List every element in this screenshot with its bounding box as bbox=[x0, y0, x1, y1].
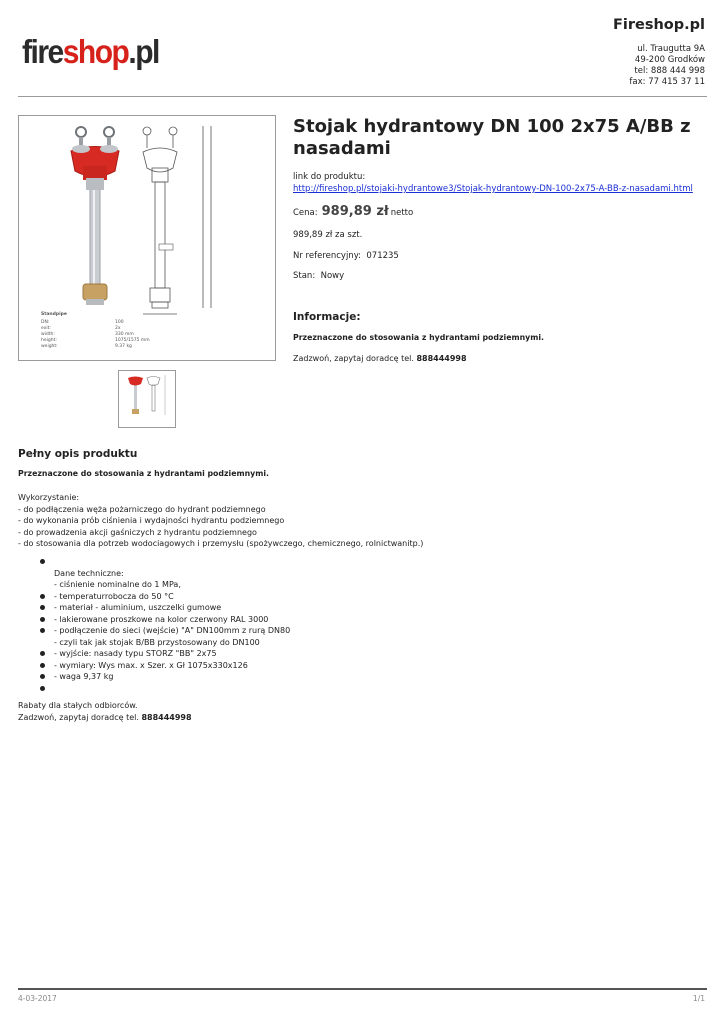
tech-title-item bbox=[40, 568, 290, 580]
reference-label: Nr referencyjny: bbox=[293, 251, 361, 261]
svg-text:weight:: weight: bbox=[41, 344, 58, 349]
bullet-item: - wyjście: nasady typu STORZ "BB" 2x75 bbox=[40, 648, 290, 660]
address-city: 49-200 Grodków bbox=[634, 55, 705, 65]
product-thumbnail[interactable] bbox=[118, 370, 176, 428]
address-street: ul. Traugutta 9A bbox=[637, 44, 705, 54]
bullet-item: - temperaturrobocza do 50 °C bbox=[40, 591, 290, 603]
unit-price: 989,89 zł za szt. bbox=[293, 230, 363, 240]
bullet-item: - materiał - aluminium, uszczelki gumowe bbox=[40, 602, 290, 614]
bullet-item: - waga 9,37 kg bbox=[40, 671, 290, 683]
footer-date: 4-03-2017 bbox=[18, 994, 57, 1003]
bullet-dot bbox=[40, 651, 45, 656]
product-state bbox=[293, 271, 344, 281]
logo-text-fire: fire bbox=[22, 34, 63, 71]
description-call bbox=[18, 712, 192, 724]
state-value: Nowy bbox=[320, 271, 345, 281]
info-call bbox=[293, 354, 467, 363]
price-label: Cena: bbox=[293, 208, 318, 218]
usage-item: - do prowadzenia akcji gaśniczych z hydrantu podziemnego bbox=[18, 527, 257, 537]
svg-text:2x: 2x bbox=[115, 326, 121, 331]
usage-list bbox=[18, 492, 423, 550]
usage-item: - do wykonania prób ciśnienia i wydajności hydrantu podziemnego bbox=[18, 516, 285, 525]
discount-note bbox=[18, 700, 192, 723]
address-phone: tel: 888 444 998 bbox=[634, 66, 705, 76]
price-value: 989,89 zł bbox=[321, 204, 389, 219]
svg-text:DN:: DN: bbox=[41, 320, 50, 325]
hydrant-standpipe-illustration bbox=[19, 116, 275, 360]
bullet-dot bbox=[40, 605, 45, 610]
usage-title: Wykorzystanie: bbox=[18, 493, 80, 502]
usage-item: - do podłączenia węża pożarniczego do hydrant podziemnego bbox=[18, 504, 266, 514]
price-row bbox=[293, 204, 413, 219]
footer-divider bbox=[18, 988, 707, 990]
svg-text:height:: height: bbox=[41, 338, 57, 343]
address-fax: fax: 77 415 37 11 bbox=[629, 77, 705, 87]
bullet-dot bbox=[40, 663, 45, 668]
hydrant-standpipe-icon bbox=[119, 371, 175, 427]
shop-name: Fireshop.pl bbox=[612, 17, 705, 33]
spec-caption-title: Standpipe bbox=[41, 312, 67, 317]
footer-page-number: 1/1 bbox=[692, 994, 705, 1003]
product-title: Stojak hydrantowy DN 100 2x75 A/BB z nasadami bbox=[293, 116, 691, 159]
tech-first: - ciśnienie nominalne do 1 MPa, bbox=[54, 580, 181, 589]
svg-text:330 mm: 330 mm bbox=[115, 332, 134, 337]
info-text: Przeznaczone do stosowania z hydrantami podziemnymi. bbox=[293, 333, 545, 342]
price-suffix: netto bbox=[390, 208, 414, 218]
svg-text:width:: width: bbox=[41, 332, 55, 337]
bullet-item: - wymiary: Wys max. x Szer. x Gł 1075x330x126 bbox=[40, 660, 290, 672]
bullet-dot bbox=[40, 594, 45, 599]
svg-text:exit:: exit: bbox=[41, 326, 51, 331]
description-call-text: Zadzwoń, zapytaj doradcę tel. bbox=[18, 712, 139, 722]
reference-number bbox=[293, 251, 399, 261]
bullet-item: - lakierowane proszkowe na kolor czerwony RAL 3000 bbox=[40, 614, 290, 626]
bullet-dot bbox=[40, 674, 45, 679]
tech-first-item bbox=[40, 579, 290, 591]
description-call-phone[interactable]: 888444998 bbox=[141, 712, 192, 722]
svg-text:9.37 kg: 9.37 kg bbox=[115, 344, 132, 349]
svg-text:100: 100 bbox=[115, 320, 124, 325]
tech-title: Dane techniczne: bbox=[54, 568, 124, 578]
description-heading: Pełny opis produktu bbox=[18, 448, 138, 460]
info-heading: Informacje: bbox=[293, 311, 361, 323]
state-label: Stan: bbox=[293, 271, 316, 281]
logo-text-pl: .pl bbox=[128, 34, 159, 71]
usage-item: - do stosowania dla potrzeb wodociagowych i przemysłu (spożywczego, chemicznego, rolnictwanitp.) bbox=[18, 539, 424, 548]
fireshop-logo[interactable] bbox=[22, 34, 159, 72]
bullet-item bbox=[40, 556, 290, 568]
bullet-item bbox=[40, 683, 290, 695]
tech-data-list bbox=[40, 556, 290, 694]
product-link[interactable]: http://fireshop.pl/stojaki-hydrantowe3/Stojak-hydrantowy-DN-100-2x75-A-BB-z-nasadami.html bbox=[293, 184, 693, 194]
shop-address bbox=[629, 44, 705, 88]
svg-text:1075/1575 mm: 1075/1575 mm bbox=[115, 338, 150, 343]
discount-text: Rabaty dla stałych odbiorców. bbox=[18, 701, 138, 710]
bullet-dot bbox=[40, 617, 45, 622]
info-call-phone[interactable]: 888444998 bbox=[416, 354, 467, 363]
bullet-dot bbox=[40, 628, 45, 633]
description-bold-text: Przeznaczone do stosowania z hydrantami podziemnymi. bbox=[18, 469, 270, 478]
header-divider bbox=[18, 96, 707, 97]
logo-text-shop: shop bbox=[62, 34, 129, 71]
reference-value: 071235 bbox=[366, 251, 399, 261]
bullet-item: - podłączenie do sieci (wejście) "A" DN100mm z rurą DN80 bbox=[40, 625, 290, 637]
product-link-label: link do produktu: bbox=[293, 172, 366, 182]
bullet-dot bbox=[40, 559, 45, 564]
product-image[interactable] bbox=[18, 115, 276, 361]
info-call-text: Zadzwoń, zapytaj doradcę tel. bbox=[293, 354, 414, 363]
bullet-dot bbox=[40, 686, 45, 691]
tech-continuation: - czyli tak jak stojak B/BB przystosowany do DN100 bbox=[54, 637, 260, 647]
